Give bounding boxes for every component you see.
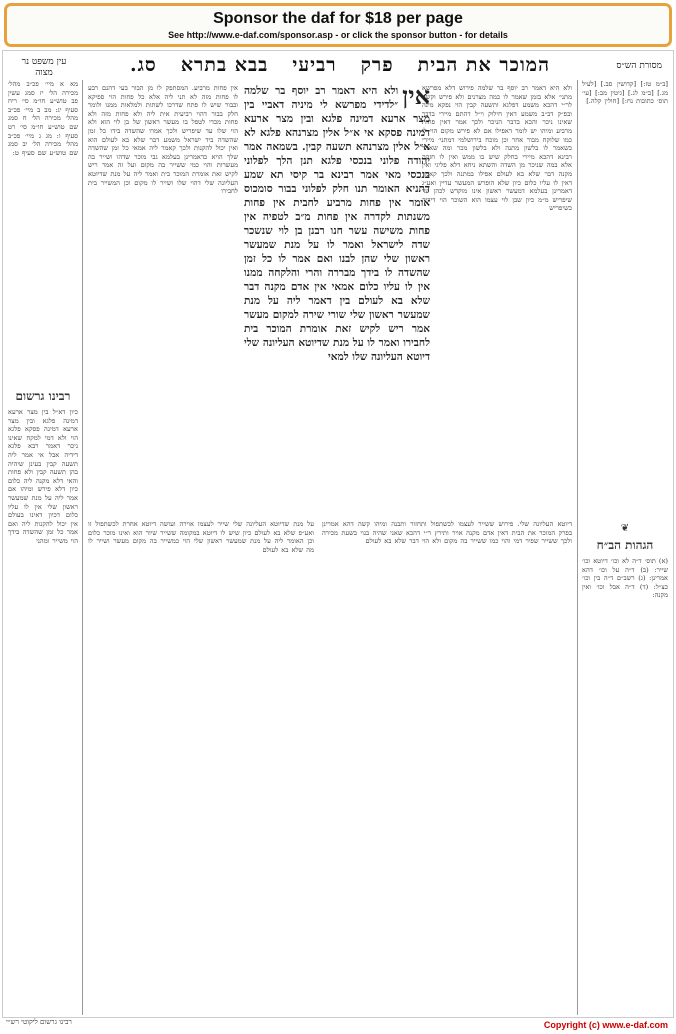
- hagahot-title: הגהות הב״ח: [596, 538, 654, 552]
- rabbeinu-gershom-column: [8, 385, 78, 1015]
- header-title: המוכר את הבית: [417, 53, 550, 76]
- gemara-opening-word: אין: [402, 84, 430, 110]
- ein-mishpat-column: [8, 80, 78, 370]
- header-tractate: בבא בתרא: [180, 53, 269, 76]
- tosafot-text: ולא היא דאמר רב יוסף בר שלמה פירוש דלא מפרשא מתני׳ אלא בזמן שאמר לו כמה מצרנים ולא פירש וקשה לר״י דהכא משמע דפלגא ותשעה קבין הוי נפקא מינה ובפ״ק דב״ב משמע דאין חילוק וי״ל דהתם מיירי בדבר שאינו ניכר והכא בדבר הניכר ולכך אמר דאין פחות מרביע ומיהו יש לומר דאפילו אם לא פירש מקום הוי לו כמו שלוקח מבור אחר וכן מוכח בירושלמי דמתני׳ מיירי כשאמר לו בלשון מתנה ולא בלשון מכר ומה שאמר רבינא דהכא מיירי בחלק שיש בו ממש ואין לו חזקה אלא במה שניכר מן השדה והשתא ניחא דלא פליגי ואין מקנה דבר שלא בא לעולם אפילו במתנה ולכך קאמר דאין לו עליו כלום כיון שלא הופרש המעשר עדיין ואע״ג דאמרינן בעלמא דמעשר ראשון אינו מוקדש לכהן עד שיפריש מ״מ כיון שבן לוי עצמו הוא השוכר הוי דידיה כשיפריש: [422, 84, 572, 213]
- masoret-hashas-column: [582, 80, 668, 260]
- header-chapter: רביעי: [292, 53, 337, 76]
- hagahot-column: [582, 520, 668, 670]
- gemara-column: [244, 84, 430, 514]
- tosafot-column: [422, 84, 572, 514]
- rashi-text-2: על מנת שדיוטא העליונה שלי שייר לעצמו אוירה ועושה דיוטא אחרת לכשתפול זו ואע״פ שלא בא לעולם כיון שיש לו דיוטא במקומה ששייר שיור הוא ואינו מוכר כלום וכן האומר ליה על מנת שמעשר ראשון שלי הוי כמשייר בה מקום מעשר ושייר לו מה שלא בא לעולם: [88, 520, 314, 554]
- header-page-number: סג.: [130, 53, 157, 76]
- tosafot-continuation: [322, 520, 572, 1015]
- tosafot-text-2: דיוטא העליונה שלי. פירוש ששייר לעצמו לכשתפול ותחזור ותבנה ומיהו קשה דהא אמרינן בפרק המוכר את הבית דאין אדם מקנה אויר ותירץ ר״י דהכא שאני שהיה בנוי בשעת מכירה ולכך ששייר שפיר דמי והוי כמו ששייר בה מקום ולא הוי דבר שלא בא לעולם: [322, 520, 572, 546]
- ein-mishpat-text: מא א מיי׳ פכ״ב מהל׳ מכירה הל׳ יז סמג עשין פב טוש״ע חו״מ סי׳ ריח סעיף יג: מב ב מיי׳ פכ״ב מהל׳ מכירה הל׳ ח סמג שם טוש״ע חו״מ סי׳ רט סעיף ו: מג ג מיי׳ פכ״ב מהל׳ מכירה הל׳ יב סמג שם טוש״ע שם סעיף ט:: [8, 80, 78, 157]
- rabbeinu-gershom-text: כיון דא״ל בין מצר ארעא דמינה פלגא ובין מצר ארעא דמינה פסקא פלגא הוי ולא דמי למקח שאינו ניכר דאמר רבא פלגא דידיה אבל אי אמר ליה תשעה קבין בעינן שיהיה בהן תשעה קבין ולא פחות והאי דלא מקנה ליה כלום כיון דלא פירש ומיהו אם אמר ליה על מנת שמעשר ראשון שלי אין לו עליו כלום דכיון דאינו בעולם אין יכול להקנות ליה ואם אמר כל זמן שהשדה בידך הוי משייר ומהני: [8, 408, 78, 545]
- masoret-hashas-label: מסורת הש״ס: [616, 61, 662, 71]
- gemara-text: ולא היא דאמר רב יוסף בר שלמה ״לדידי מפרשא לי מיניה דאביי בין מצר ארעא דמינה פלגא ובין מצר ארעא דמינה פסקא אי א״ל אלין מצרנהא פלגא לא א״ל אלין מצרנהא תשעה קבין. בשמאה אמר יהודה פלוני בנכסי פלגא תנן הלך לפלוני בנכסי מאי אמר רבינא בר קיסי תא שמע דתניא האומר תנו חלק לפלוני בבור סומכוס אומר אין פחות מרביע לחבית אין פחות משנתות לקדרה אין פחות מ״ב לטפיה אין פחות משישה עשר חנו רבנן בן לוי שנשכר שדה לישראל ואמר לו על מנת שמעשר ראשון שלי שהן לבנו ואם אמר לו כל זמן שהשדה לו בידך מבררה והרי והלקחה ממנו אין לו עליו כלום אמאי אין אדם מקנה דבר שלא בא לעולם בין דאמר ליה על מנת שמעשר ראשון שלי שורי שירה למקום מעשר אמר ריש לקיש זאת אומרת המוכר בית לחבירו ואמר לו על מנת שדיוטא העליונה שלי דיוטא העליונה שלו למאי: [244, 85, 430, 363]
- divider-ornament: ❦: [620, 523, 630, 534]
- hagahot-text: (א) תוס׳ ד״ה לא וכו׳ דיוטא וכו׳ שייר: (ב) ד״ה על וכו׳ דהא אמרינן: (ג) רשב״ם ד״ה בין וכו׳ כצ״ל: (ד) ד״ה אבל וכו׳ ואין מקנה:: [582, 557, 668, 600]
- header-chapter-word: פרק: [360, 53, 394, 76]
- ein-mishpat-label: עין משפט נר מצוה: [21, 57, 67, 78]
- rabbeinu-gershom-title: רבינו גרשום: [15, 389, 71, 403]
- page-header: [130, 52, 550, 78]
- sponsor-subtitle[interactable]: See http://www.e-daf.com/sponsor.asp - or click the sponsor button - for details: [168, 30, 508, 40]
- masoret-text: [ב״מ טז:] [קדושין סב.] [לעיל מג.] [ב״מ לג.] [גיטין מב:] [עי׳ תוס׳ כתובות נח:] [חולין קלה.]: [582, 80, 668, 106]
- sponsor-title[interactable]: Sponsor the daf for $18 per page: [213, 10, 463, 27]
- footer-left-note: רבינו גרשום ליקוטי רש״י: [6, 1018, 72, 1026]
- rashi-column: [88, 84, 238, 514]
- copyright-link[interactable]: Copyright (c) www.e-daf.com: [543, 1020, 668, 1030]
- right-margin-divider: [577, 80, 578, 1015]
- left-margin-divider: [82, 80, 83, 1015]
- sponsor-banner[interactable]: [4, 3, 672, 47]
- rashi-text: אין פחות מרביע. המסתפק לו מן הבור בעי דהנם רבע לו פחות מזה לא תני ליה אלא כל פחות הוי ספיקא ובבור שיש לו פתח שדרכו לשתות ולמלאות ממנו ולומר חלק בבור דהוי רביעית אית ליה ולא פחות מזה ולא פחות מכדי לטפל בו מעשר ראשון של בן לוי הוא ולא הוי שלו עד שיפריש ולכך אמרו שהשדה בידו כל זמן שהשדה ביד ישראל משמע דבר שלא בא לעולם הוא ואין יכול להקנות ולכך קאמר ליה אמאי כל זמן שהשדה שלך הויא כדאמרינן בעלמא גבי מוכר שדהו ושייר בה מעשרות והוי כמי ששייר בה מקום ועל זה אמר ריש לקיש זאת אומרת המוכר בית ואמר ליה על מנת שדיוטא העליונה שלי דהוי שלו ושייר לו מקום וכן המשייר בית לחבירו: [88, 84, 238, 196]
- rashi-continuation: [88, 520, 314, 1015]
